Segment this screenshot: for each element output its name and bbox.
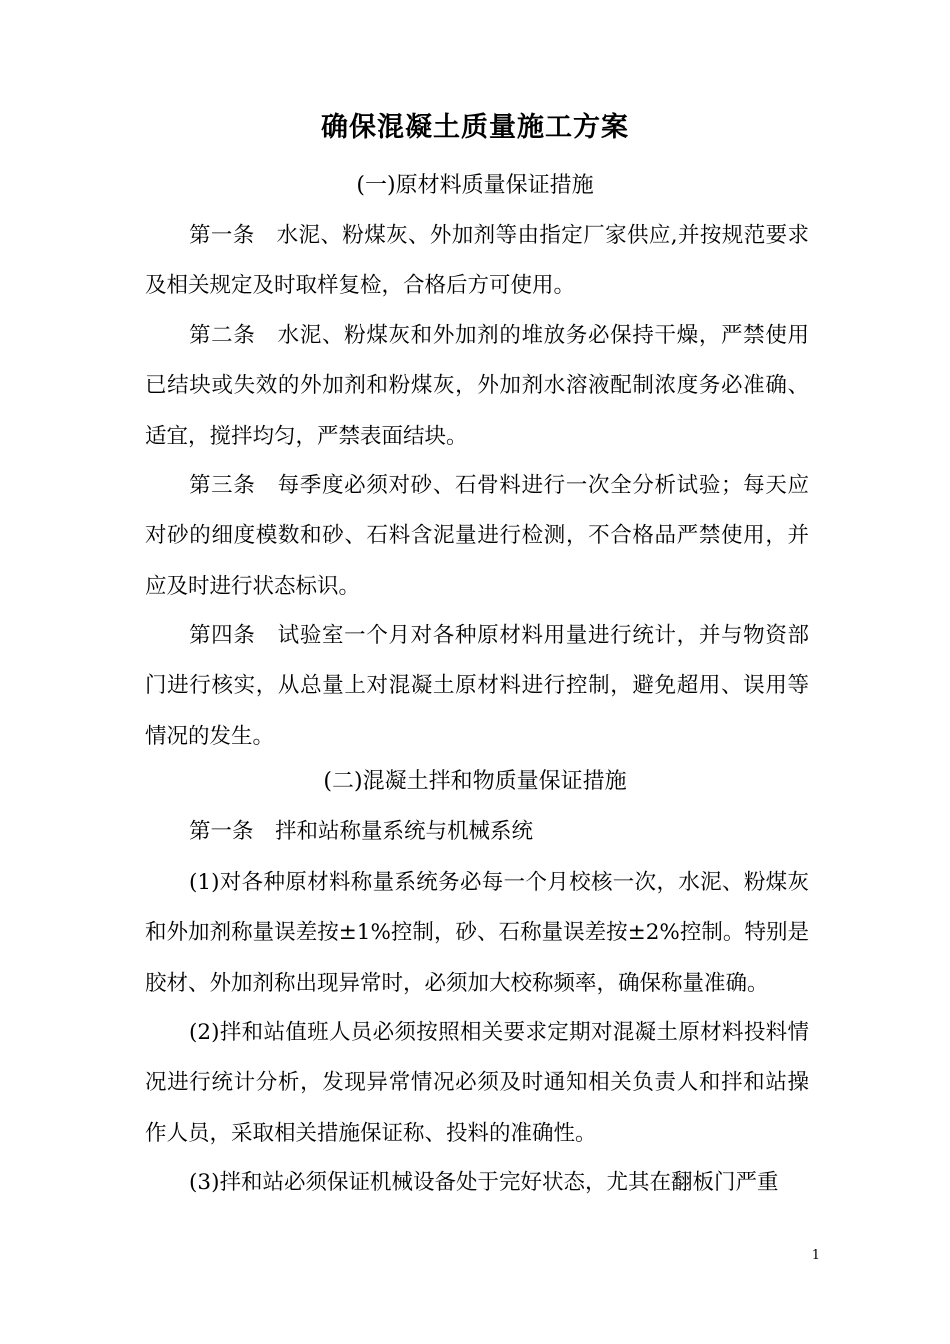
paragraph-article-2: 第二条 水泥、粉煤灰和外加剂的堆放务必保持干燥，严禁使用已结块或失效的外加剂和粉煤灰，外加剂水溶液配制浓度务必准确、适宜，搅拌均匀，严禁表面结块。 (145, 323, 809, 449)
paragraph-article-4: 第四条 试验室一个月对各种原材料用量进行统计，并与物资部门进行核实，从总量上对混凝土原材料进行控制，避免超用、误用等情况的发生。 (145, 623, 809, 749)
page-number: 1 (811, 1248, 820, 1263)
section-heading-raw-materials: (一)原材料质量保证措施 (356, 173, 594, 198)
paragraph-article-1: 第一条 水泥、粉煤灰、外加剂等由指定厂家供应,并按规范要求及相关规定及时取样复检，合格后方可使用。 (145, 223, 809, 299)
section-heading-concrete-mix: (二)混凝土拌和物质量保证措施 (323, 769, 627, 794)
paragraph-item-1: (1)对各种原材料称量系统务必每一个月校核一次，水泥、粉煤灰和外加剂称量误差按±1%控制，砂、石称量误差按±2%控制。特别是胶材、外加剂称出现异常时，必须加大校称频率，确保称量准确。 (145, 870, 809, 996)
paragraph-section2-article-1: 第一条 拌和站称量系统与机械系统 (189, 819, 534, 844)
paragraph-item-2: (2)拌和站值班人员必须按照相关要求定期对混凝土原材料投料情况进行统计分析，发现异常情况必须及时通知相关负责人和拌和站操作人员，采取相关措施保证称、投料的准确性。 (145, 1020, 809, 1146)
paragraph-item-3: (3)拌和站必须保证机械设备处于完好状态，尤其在翻板门严重 (189, 1170, 779, 1195)
document-title: 确保混凝土质量施工方案 (321, 112, 629, 143)
paragraph-article-3: 第三条 每季度必须对砂、石骨料进行一次全分析试验；每天应对砂的细度模数和砂、石料含泥量进行检测，不合格品严禁使用，并应及时进行状态标识。 (145, 473, 809, 599)
